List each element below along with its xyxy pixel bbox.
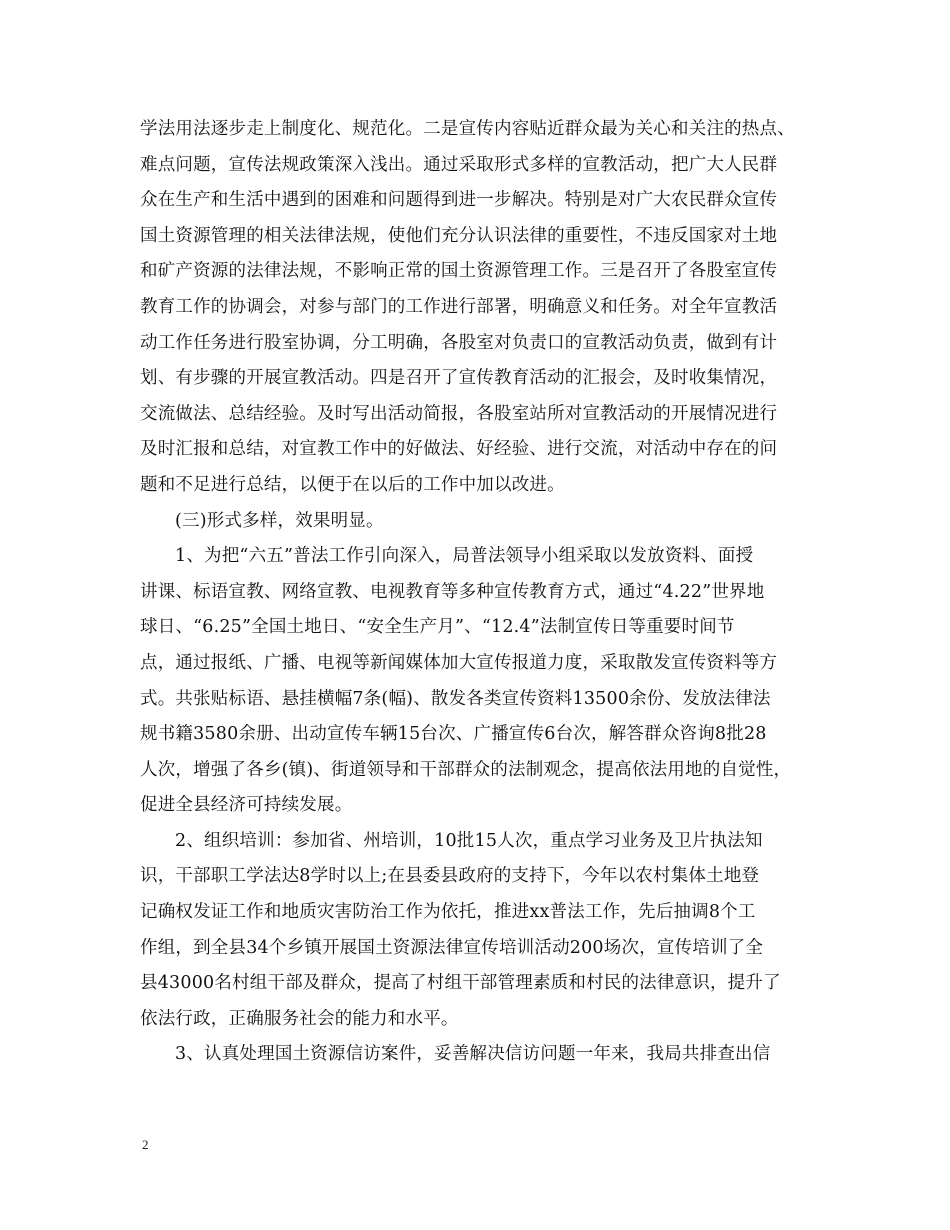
text-line: 作组，到全县34个乡镇开展国土资源法律宣传培训活动200场次，宣传培训了全 xyxy=(140,937,764,958)
text-line: 动工作任务进行股室协调，分工明确，各股室对负责口的宣教活动负责，做到有计 xyxy=(140,332,778,353)
text-line: 国土资源管理的相关法律法规，使他们充分认识法律的重要性，不违反国家对土地 xyxy=(140,225,778,246)
document-body xyxy=(140,112,830,1073)
text-line: 依法行政，正确服务社会的能力和水平。 xyxy=(140,1008,459,1029)
text-line: 3、认真处理国土资源信访案件，妥善解决信访问题一年来，我局共排查出信 xyxy=(175,1044,771,1065)
text-line: 讲课、标语宣教、网络宣教、电视教育等多种宣传教育方式，通过“4.22”世界地 xyxy=(140,581,765,602)
text-line: 式。共张贴标语、悬挂横幅7条(幅)、散发各类宣传资料13500余份、发放法律法 xyxy=(140,688,771,709)
text-line: 学法用法逐步走上制度化、规范化。二是宣传内容贴近群众最为关心和关注的热点、 xyxy=(140,119,795,139)
text-line: 交流做法、总结经验。及时写出活动简报，各股室站所对宣教活动的开展情况进行 xyxy=(140,403,778,424)
text-line: 题和不足进行总结，以便于在以后的工作中加以改进。 xyxy=(140,474,565,495)
text-line: 2、组织培训：参加省、州培训，10批15人次，重点学习业务及卫片执法知 xyxy=(175,830,763,851)
text-line: 1、为把“六五”普法工作引向深入，局普法领导小组采取以发放资料、面授 xyxy=(175,546,754,567)
page-number: 2 xyxy=(142,1137,149,1152)
text-line: 和矿产资源的法律法规，不影响正常的国土资源管理工作。三是召开了各股室宣传 xyxy=(140,261,778,282)
section-heading: (三)形式多样，效果明显。 xyxy=(175,510,384,531)
text-line: 县43000名村组干部及群众，提高了村组干部管理素质和村民的法律意识，提升了 xyxy=(140,973,781,994)
text-line: 教育工作的协调会，对参与部门的工作进行部署，明确意义和任务。对全年宣教活 xyxy=(140,296,778,317)
text-line: 识，干部职工学法达8学时以上;在县委县政府的支持下，今年以农村集体土地登 xyxy=(140,866,760,887)
text-line: 及时汇报和总结，对宣教工作中的好做法、好经验、进行交流，对活动中存在的问 xyxy=(140,439,778,460)
text-line: 球日、“6.25”全国土地日、“安全生产月”、“12.4”法制宣传日等重要时间节 xyxy=(140,617,735,638)
text-line: 记确权发证工作和地质灾害防治工作为依托，推进xx普法工作，先后抽调8个工 xyxy=(140,902,756,923)
text-line: 众在生产和生活中遇到的困难和问题得到进一步解决。特别是对广大农民群众宣传 xyxy=(140,190,778,211)
text-line: 划、有步骤的开展宣教活动。四是召开了宣传教育活动的汇报会，及时收集情况， xyxy=(140,368,778,389)
text-line: 促进全县经济可持续发展。 xyxy=(140,795,353,816)
text-line: 规书籍3580余册、出动宣传车辆15台次、广播宣传6台次，解答群众咨询8批28 xyxy=(140,724,767,745)
text-line: 人次，增强了各乡(镇)、街道领导和干部群众的法制观念，提高依法用地的自觉性， xyxy=(140,759,792,780)
text-line: 点，通过报纸、广播、电视等新闻媒体加大宣传报道力度，采取散发宣传资料等方 xyxy=(140,652,778,673)
text-line: 难点问题，宣传法规政策深入浅出。通过采取形式多样的宣教活动，把广大人民群 xyxy=(140,154,778,175)
